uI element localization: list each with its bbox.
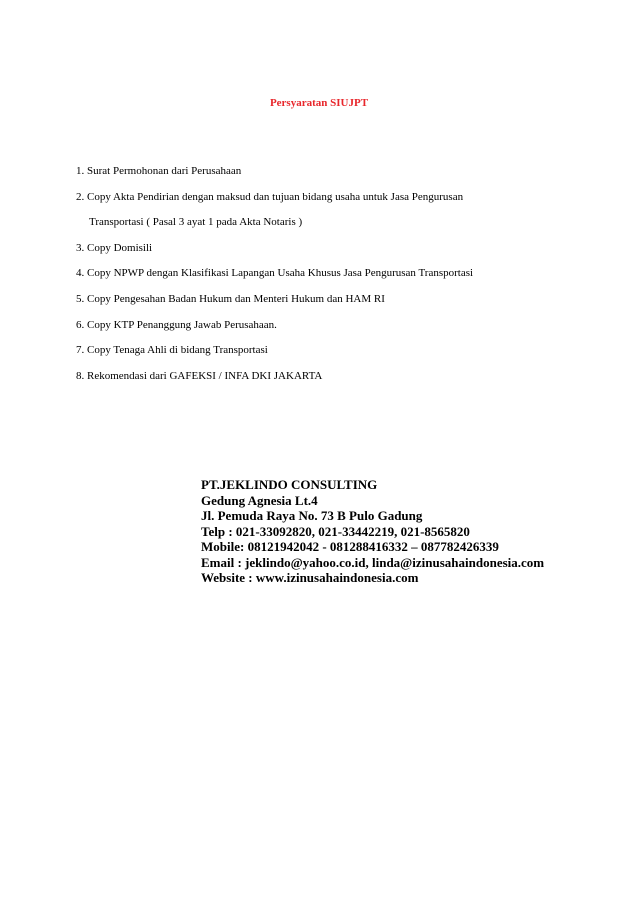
requirement-item: 8. Rekomendasi dari GAFEKSI / INFA DKI JAKARTA [76, 369, 323, 382]
requirement-item: 1. Surat Permohonan dari Perusahaan [76, 165, 242, 177]
company-email: Email : jeklindo@yahoo.co.id, linda@izinusahaindonesia.com [201, 554, 545, 570]
company-mobile: Mobile: 08121942042 - 081288416332 – 087782426339 [201, 539, 499, 554]
requirements-list [76, 164, 606, 383]
requirement-item: 2. Copy Akta Pendirian dengan maksud dan tujuan bidang usaha untuk Jasa Pengurusan [76, 190, 464, 203]
company-address: Jl. Pemuda Raya No. 73 B Pulo Gadung [201, 508, 423, 523]
requirement-item-continuation: Transportasi ( Pasal 3 ayat 1 pada Akta Notaris ) [89, 216, 303, 229]
requirement-item: 7. Copy Tenaga Ahli di bidang Transportasi [76, 344, 268, 357]
requirement-item: 4. Copy NPWP dengan Klasifikasi Lapangan Usaha Khusus Jasa Pengurusan Transportasi [76, 267, 474, 280]
requirement-item: 6. Copy KTP Penanggung Jawab Perusahaan. [76, 318, 277, 331]
company-website: Website : www.izinusahaindonesia.com [201, 570, 419, 585]
document-title: Persyaratan SIUJPT [269, 97, 369, 109]
company-building: Gedung Agnesia Lt.4 [201, 492, 318, 508]
requirement-item: 3. Copy Domisili [76, 241, 153, 254]
company-phone: Telp : 021-33092820, 021-33442219, 021-8565820 [201, 523, 470, 539]
company-contact-block [201, 477, 621, 586]
requirement-item: 5. Copy Pengesahan Badan Hukum dan Menteri Hukum dan HAM RI [76, 292, 385, 305]
company-name: PT.JEKLINDO CONSULTING [201, 477, 378, 492]
